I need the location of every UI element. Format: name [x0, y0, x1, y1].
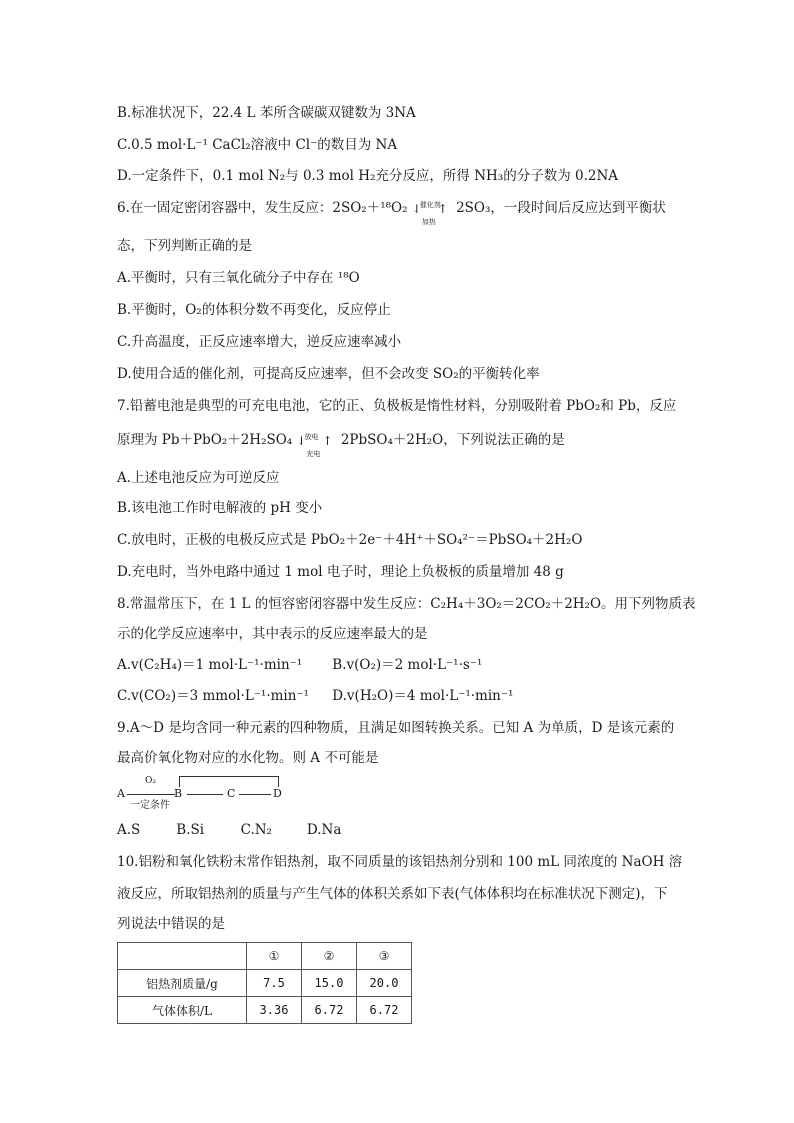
table-row: [118, 970, 412, 997]
q7-stem-post: 2PbSO₄＋2H₂O，下列说法正确的是: [340, 432, 565, 448]
q7-arrow-top: 放电: [304, 432, 319, 441]
q9-option-d: D.Na: [306, 822, 342, 838]
scheme-b: B: [174, 787, 183, 800]
q8-option-a: A.v(C₂H₄)＝1 mol·L⁻¹·min⁻¹: [117, 657, 303, 673]
scheme-c: C: [227, 787, 236, 800]
q6-arrow-bottom: 加热: [421, 217, 436, 226]
reversible-arrow-icon: ⇃ 催化剂 加热 ↑: [412, 199, 452, 219]
table-cell: 6.72: [302, 997, 357, 1024]
q10-stem-cont: 液反应，所取铝热剂的质量与产生气体的体积关系如下表(气体体积均在标准状况下测定)，下: [117, 886, 668, 902]
q5-option-b: B.标准状况下，22.4 L 苯所含碳碳双键数为 3NA: [117, 105, 416, 121]
q7-option-a: A.上述电池反应为可逆反应: [117, 470, 280, 486]
scheme-loop-left: [179, 776, 180, 787]
scheme-arrow-cd: [239, 794, 271, 795]
q7-stem: 7.铅蓄电池是典型的可充电电池，它的正、负极板是惰性材料，分别吸附着 PbO₂和 Pb，反应: [117, 398, 677, 414]
q9-option-c: C.N₂: [240, 822, 272, 838]
table-cell: 3.36: [247, 997, 302, 1024]
table-cell: 15.0: [302, 970, 357, 997]
q6-arrow-top: 催化剂: [419, 200, 441, 209]
q6-option-c: C.升高温度，正反应速率增大，逆反应速率减小: [117, 334, 402, 350]
q8-options-row2: [117, 686, 513, 706]
scheme-loop-right: [278, 776, 279, 787]
conversion-scheme: [117, 776, 297, 812]
table-cell: 6.72: [357, 997, 412, 1024]
q6-stem-post: 2SO₃，一段时间后反应达到平衡状: [456, 200, 666, 216]
q8-option-c: C.v(CO₂)＝3 mmol·L⁻¹·min⁻¹: [117, 688, 309, 704]
table-row: [118, 997, 412, 1024]
q7-option-d: D.充电时，当外电路中通过 1 mol 电子时，理论上负极板的质量增加 48 g: [117, 564, 564, 580]
q5-option-c: C.0.5 mol·L⁻¹ CaCl₂溶液中 Cl⁻的数目为 NA: [117, 137, 398, 153]
q9-stem: 9.A～D 是均含同一种元素的四种物质，且满足如图转换关系。已知 A 为单质，D 是该元素的: [117, 720, 675, 736]
table-cell: 20.0: [357, 970, 412, 997]
q10-stem: 10.铝粉和氧化铁粉末常作铝热剂，取不同质量的该铝热剂分别和 100 mL 同浓度的 NaOH 溶: [117, 854, 683, 870]
table-corner: [118, 943, 247, 970]
scheme-a: A: [117, 787, 125, 800]
table-header-2: ②: [302, 943, 357, 970]
table-header-row: [118, 943, 412, 970]
q9-option-a: A.S: [117, 822, 141, 838]
q8-option-d: D.v(H₂O)＝4 mol·L⁻¹·min⁻¹: [332, 688, 514, 704]
q6-option-d: D.使用合适的催化剂，可提高反应速率，但不会改变 SO₂的平衡转化率: [117, 366, 540, 382]
q9-options: [117, 820, 341, 840]
q7-stem-pre: 原理为 Pb＋PbO₂＋2H₂SO₄: [117, 432, 293, 448]
q7-option-b: B.该电池工作时电解液的 pH 变小: [117, 500, 323, 516]
table-header-3: ③: [357, 943, 412, 970]
q6-stem-cont: 态，下列判断正确的是: [117, 238, 252, 254]
q7-stem-cont: [117, 430, 565, 458]
q9-option-b: B.Si: [176, 822, 205, 838]
scheme-condition: 一定条件: [130, 800, 170, 811]
q6-option-a: A.平衡时，只有三氧化硫分子中存在 ¹⁸O: [117, 270, 360, 286]
table-cell: 7.5: [247, 970, 302, 997]
q7-arrow-bottom: 充电: [306, 449, 321, 458]
q6-stem-pre: 6.在一固定密闭容器中，发生反应：2SO₂＋¹⁸O₂: [117, 200, 408, 216]
q8-stem-cont: 示的化学反应速率中，其中表示的反应速率最大的是: [117, 626, 428, 642]
scheme-arrow-bc: [187, 794, 223, 795]
q8-option-b: B.v(O₂)＝2 mol·L⁻¹·s⁻¹: [332, 657, 483, 673]
q10-table: [117, 942, 412, 1024]
table-row-label-volume: 气体体积/L: [118, 997, 247, 1024]
scheme-d: D: [273, 787, 282, 800]
table-row-label-mass: 铝热剂质量/g: [118, 970, 247, 997]
q7-option-c: C.放电时，正极的电极反应式是 PbO₂＋2e⁻＋4H⁺＋SO₄²⁻＝PbSO₄＋2H₂O: [117, 532, 583, 548]
q9-stem-cont: 最高价氧化物对应的水化物。则 A 不可能是: [117, 750, 379, 766]
q6-option-b: B.平衡时，O₂的体积分数不再变化，反应停止: [117, 302, 391, 318]
reversible-arrow-icon: ⇃ 放电 充电 ↑: [297, 431, 337, 451]
q5-option-d: D.一定条件下，0.1 mol N₂与 0.3 mol H₂充分反应，所得 NH₃的分子数为 0.2NA: [117, 168, 619, 184]
q8-options-row1: [117, 655, 482, 675]
scheme-o2: O₂: [145, 776, 156, 786]
table-header-1: ①: [247, 943, 302, 970]
scheme-arrow-ab: [127, 794, 175, 795]
q8-stem: 8.常温常压下，在 1 L 的恒容密闭容器中发生反应：C₂H₄＋3O₂＝2CO₂＋2H₂O。用下列物质表: [117, 596, 696, 612]
q6-stem: [117, 198, 666, 226]
scheme-loop-top: [179, 776, 278, 777]
q10-stem-cont2: 列说法中错误的是: [117, 916, 225, 932]
